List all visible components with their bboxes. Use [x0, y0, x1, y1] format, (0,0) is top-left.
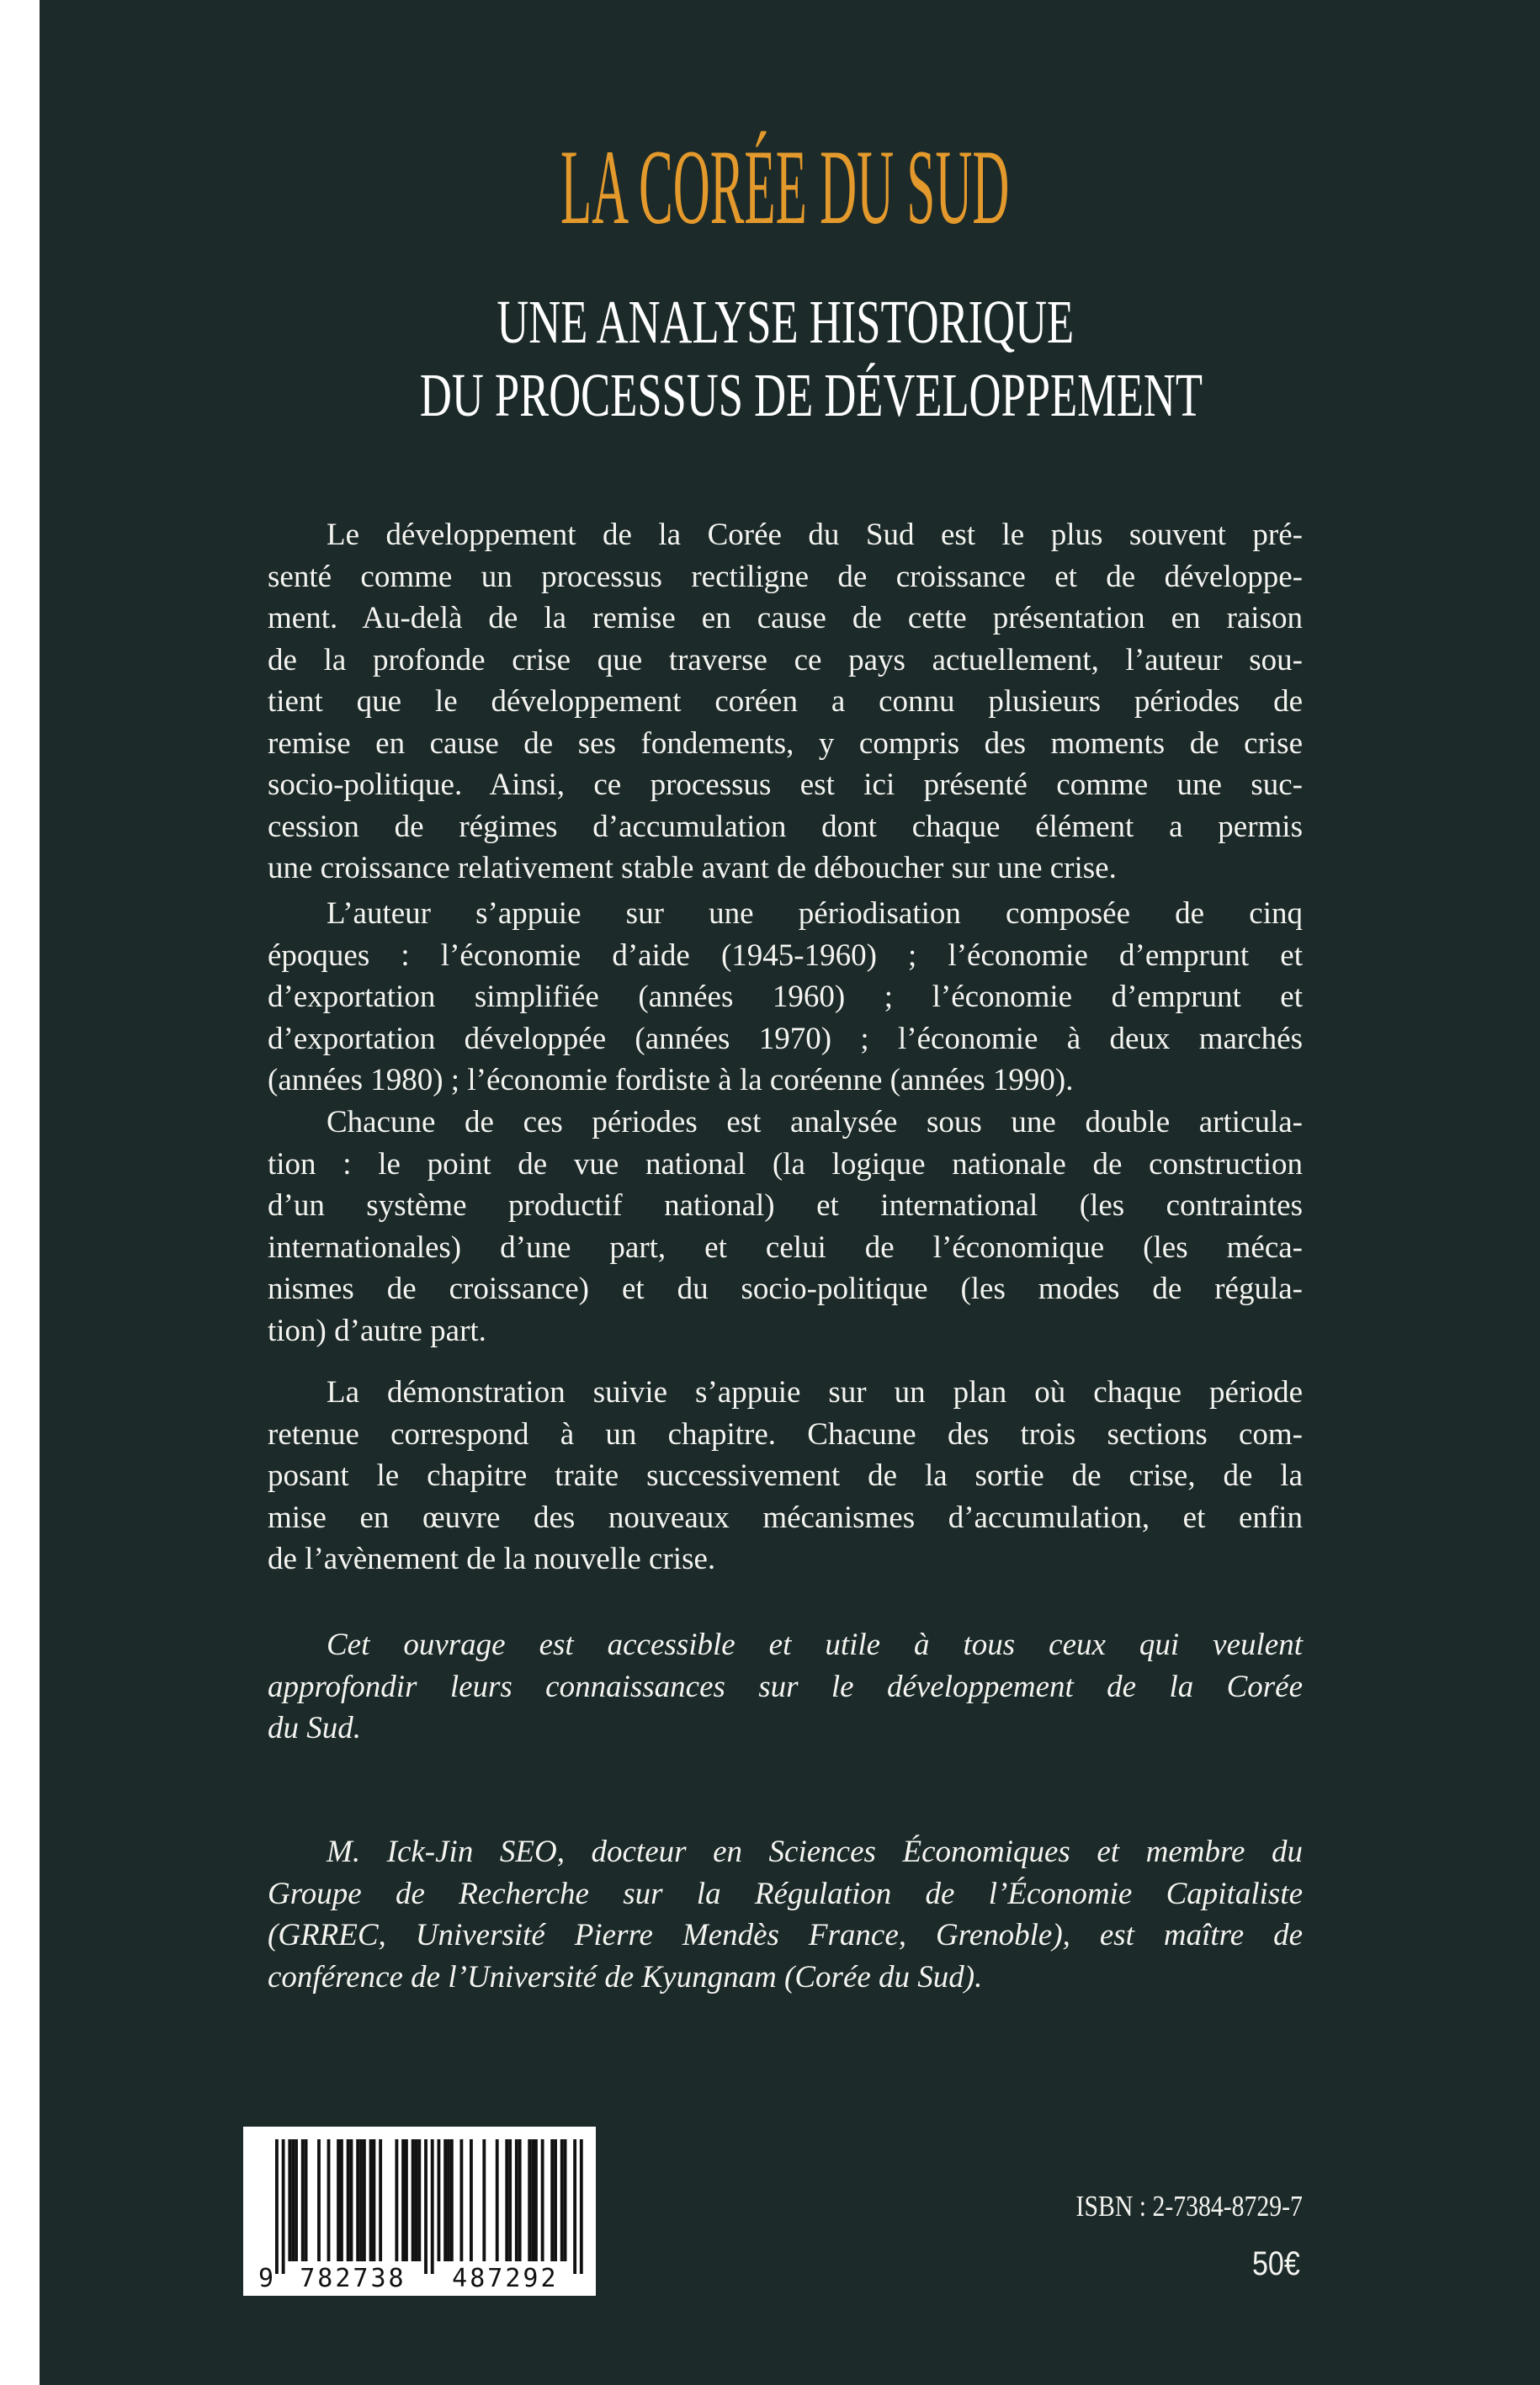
- barcode-graphic: [243, 2127, 596, 2296]
- page-edge-strip: [0, 0, 40, 2385]
- barcode-bar: [301, 2139, 305, 2261]
- barcode-bar: [518, 2139, 522, 2261]
- paragraph-1: [268, 514, 1303, 890]
- barcode-bar: [401, 2139, 405, 2261]
- barcode-bar: [564, 2139, 567, 2261]
- paragraph-line: de la profonde crise que traverse ce pays actuellement, l’auteur sou-: [268, 642, 1303, 677]
- paragraph-line: d’un système productif national) et international (les contraintes: [268, 1188, 1303, 1223]
- price-label: [1094, 2245, 1300, 2283]
- barcode-bar: [405, 2139, 408, 2261]
- book-title-text: LA CORÉE DU SUD: [560, 129, 1010, 247]
- barcode-bar: [288, 2139, 291, 2261]
- barcode-bar: [337, 2139, 340, 2261]
- barcode-bar: [573, 2139, 576, 2274]
- barcode-bar: [350, 2139, 353, 2261]
- barcode-bar: [508, 2139, 512, 2261]
- paragraph-line: approfondir leurs connaissances sur le développement de la Corée: [268, 1669, 1303, 1704]
- paragraph-5: [268, 1624, 1303, 1750]
- paragraph-line: Chacune de ces périodes est analysée sous une double articula-: [327, 1105, 1303, 1139]
- barcode-bar: [347, 2139, 350, 2261]
- barcode-bar: [496, 2139, 499, 2261]
- barcode-digits: 9: [258, 2264, 274, 2293]
- barcode-bar: [534, 2139, 538, 2261]
- paragraph-line: cession de régimes d’accumulation dont chaque élément a permis: [268, 809, 1303, 844]
- barcode-bar: [443, 2139, 447, 2261]
- barcode-bar: [447, 2139, 450, 2261]
- barcode-bar: [275, 2139, 279, 2274]
- barcode-bar: [470, 2139, 473, 2261]
- paragraph-line: L’auteur s’appuie sur une périodisation composée de cinq: [327, 896, 1303, 931]
- paragraph-line: La démonstration suivie s’appuie sur un plan où chaque période: [327, 1375, 1303, 1410]
- paragraph-line: (GRREC, Université Pierre Mendès France, Grenoble), est maître de: [268, 1918, 1303, 1952]
- barcode-bar: [317, 2139, 321, 2261]
- paragraph-line: d’exportation simplifiée (années 1960) ; l’économie d’emprunt et: [268, 980, 1303, 1014]
- barcode-bar: [379, 2139, 382, 2261]
- paragraph-4: [268, 1372, 1303, 1580]
- paragraph-line: internationales) d’une part, et celui de l’économique (les méca-: [268, 1230, 1303, 1265]
- paragraph-line: nismes de croissance) et du socio-politique (les modes de régula-: [268, 1272, 1303, 1306]
- barcode-bar: [295, 2139, 298, 2261]
- barcode-bar: [424, 2139, 427, 2274]
- paragraph-line: époques : l’économie d’aide (1945-1960) ; l’économie d’emprunt et: [268, 938, 1303, 973]
- subtitle-line-1: [268, 289, 1303, 356]
- price-text: 50€: [1252, 2245, 1300, 2282]
- barcode-bar: [450, 2139, 454, 2261]
- paragraph-line: d’exportation développée (années 1970) ; l’économie à deux marchés: [268, 1021, 1303, 1056]
- barcode-bar: [359, 2139, 363, 2261]
- paragraph-6: [268, 1831, 1303, 1998]
- barcode-bar: [515, 2139, 518, 2261]
- paragraph-line: M. Ick-Jin SEO, docteur en Sciences Économiques et membre du: [327, 1835, 1303, 1869]
- barcode-bar: [282, 2139, 285, 2274]
- isbn-text: ISBN : 2-7384-8729-7: [1075, 2190, 1303, 2223]
- paragraph-line: ment. Au-delà de la remise en cause de cette présentation en raison: [268, 601, 1303, 635]
- barcode-bar: [438, 2139, 441, 2261]
- barcode-bar: [363, 2139, 366, 2261]
- barcode-bar: [373, 2139, 376, 2261]
- paragraph-line: tion) d’autre part.: [268, 1313, 486, 1348]
- paragraph-line: tient que le développement coréen a connu plusieurs périodes de: [268, 684, 1303, 719]
- isbn-label: [926, 2190, 1303, 2223]
- paragraph-line: Groupe de Recherche sur la Régulation de l’Économie Capitaliste: [268, 1876, 1303, 1911]
- paragraph-line: socio-politique. Ainsi, ce processus est ici présenté comme une suc-: [268, 768, 1303, 802]
- isbn-barcode: [243, 2127, 596, 2296]
- paragraph-line: posant le chapitre traite successivement de la sortie de crise, de la: [268, 1458, 1303, 1493]
- paragraph-line: une croissance relativement stable avant de déboucher sur une crise.: [268, 851, 1117, 885]
- paragraph-line: Cet ouvrage est accessible et utile à tous ceux qui veulent: [327, 1628, 1303, 1662]
- paragraph-line: conférence de l’Université de Kyungnam (Corée du Sud).: [268, 1959, 983, 1995]
- barcode-bar: [305, 2139, 308, 2261]
- barcode-bar: [459, 2139, 463, 2261]
- barcode-bar: [531, 2139, 534, 2261]
- barcode-bar: [505, 2139, 508, 2261]
- barcode-bar: [417, 2139, 421, 2261]
- paragraph-line: tion : le point de vue national (la logique nationale de construction: [268, 1146, 1303, 1182]
- barcode-bar: [356, 2139, 359, 2261]
- barcode-bar: [327, 2139, 331, 2261]
- barcode-digits: 487292: [452, 2264, 559, 2293]
- barcode-bar: [340, 2139, 343, 2261]
- barcode-digits: 782738: [300, 2264, 406, 2293]
- barcode-bar: [554, 2139, 557, 2261]
- barcode-bar: [412, 2139, 415, 2261]
- paragraph-line: (années 1980) ; l’économie fordiste à la coréenne (années 1990).: [268, 1063, 1074, 1097]
- paragraph-line: remise en cause de ses fondements, y compris des moments de crise: [268, 725, 1303, 761]
- paragraph-3: [268, 1102, 1303, 1352]
- barcode-bar: [580, 2139, 583, 2274]
- barcode-bar: [369, 2139, 373, 2261]
- book-title: [268, 129, 1303, 247]
- paragraph-line: retenue correspond à un chapitre. Chacune des trois sections com-: [268, 1416, 1303, 1452]
- paragraph-line: mise en œuvre des nouveaux mécanismes d’accumulation, et enfin: [268, 1500, 1303, 1535]
- subtitle-line-2: [268, 362, 1303, 429]
- paragraph-line: senté comme un processus rectiligne de croissance et de développe-: [268, 559, 1303, 594]
- barcode-bar: [541, 2139, 544, 2261]
- barcode-bar: [395, 2139, 398, 2261]
- subtitle-line-2-text: DU PROCESSUS DE DÉVELOPPEMENT: [419, 361, 1203, 429]
- barcode-bar: [482, 2139, 486, 2261]
- paragraph-line: du Sud.: [268, 1711, 361, 1745]
- barcode-bar: [560, 2139, 564, 2261]
- barcode-bar: [431, 2139, 434, 2274]
- barcode-bar: [291, 2139, 295, 2261]
- barcode-bar: [550, 2139, 554, 2261]
- barcode-bar: [415, 2139, 418, 2261]
- barcode-bar: [528, 2139, 531, 2261]
- paragraph-line: Le développement de la Corée du Sud est le plus souvent pré-: [327, 518, 1303, 552]
- paragraph-line: de l’avènement de la nouvelle crise.: [268, 1542, 716, 1576]
- paragraph-2: [268, 893, 1303, 1102]
- subtitle-line-1-text: UNE ANALYSE HISTORIQUE: [497, 288, 1074, 356]
